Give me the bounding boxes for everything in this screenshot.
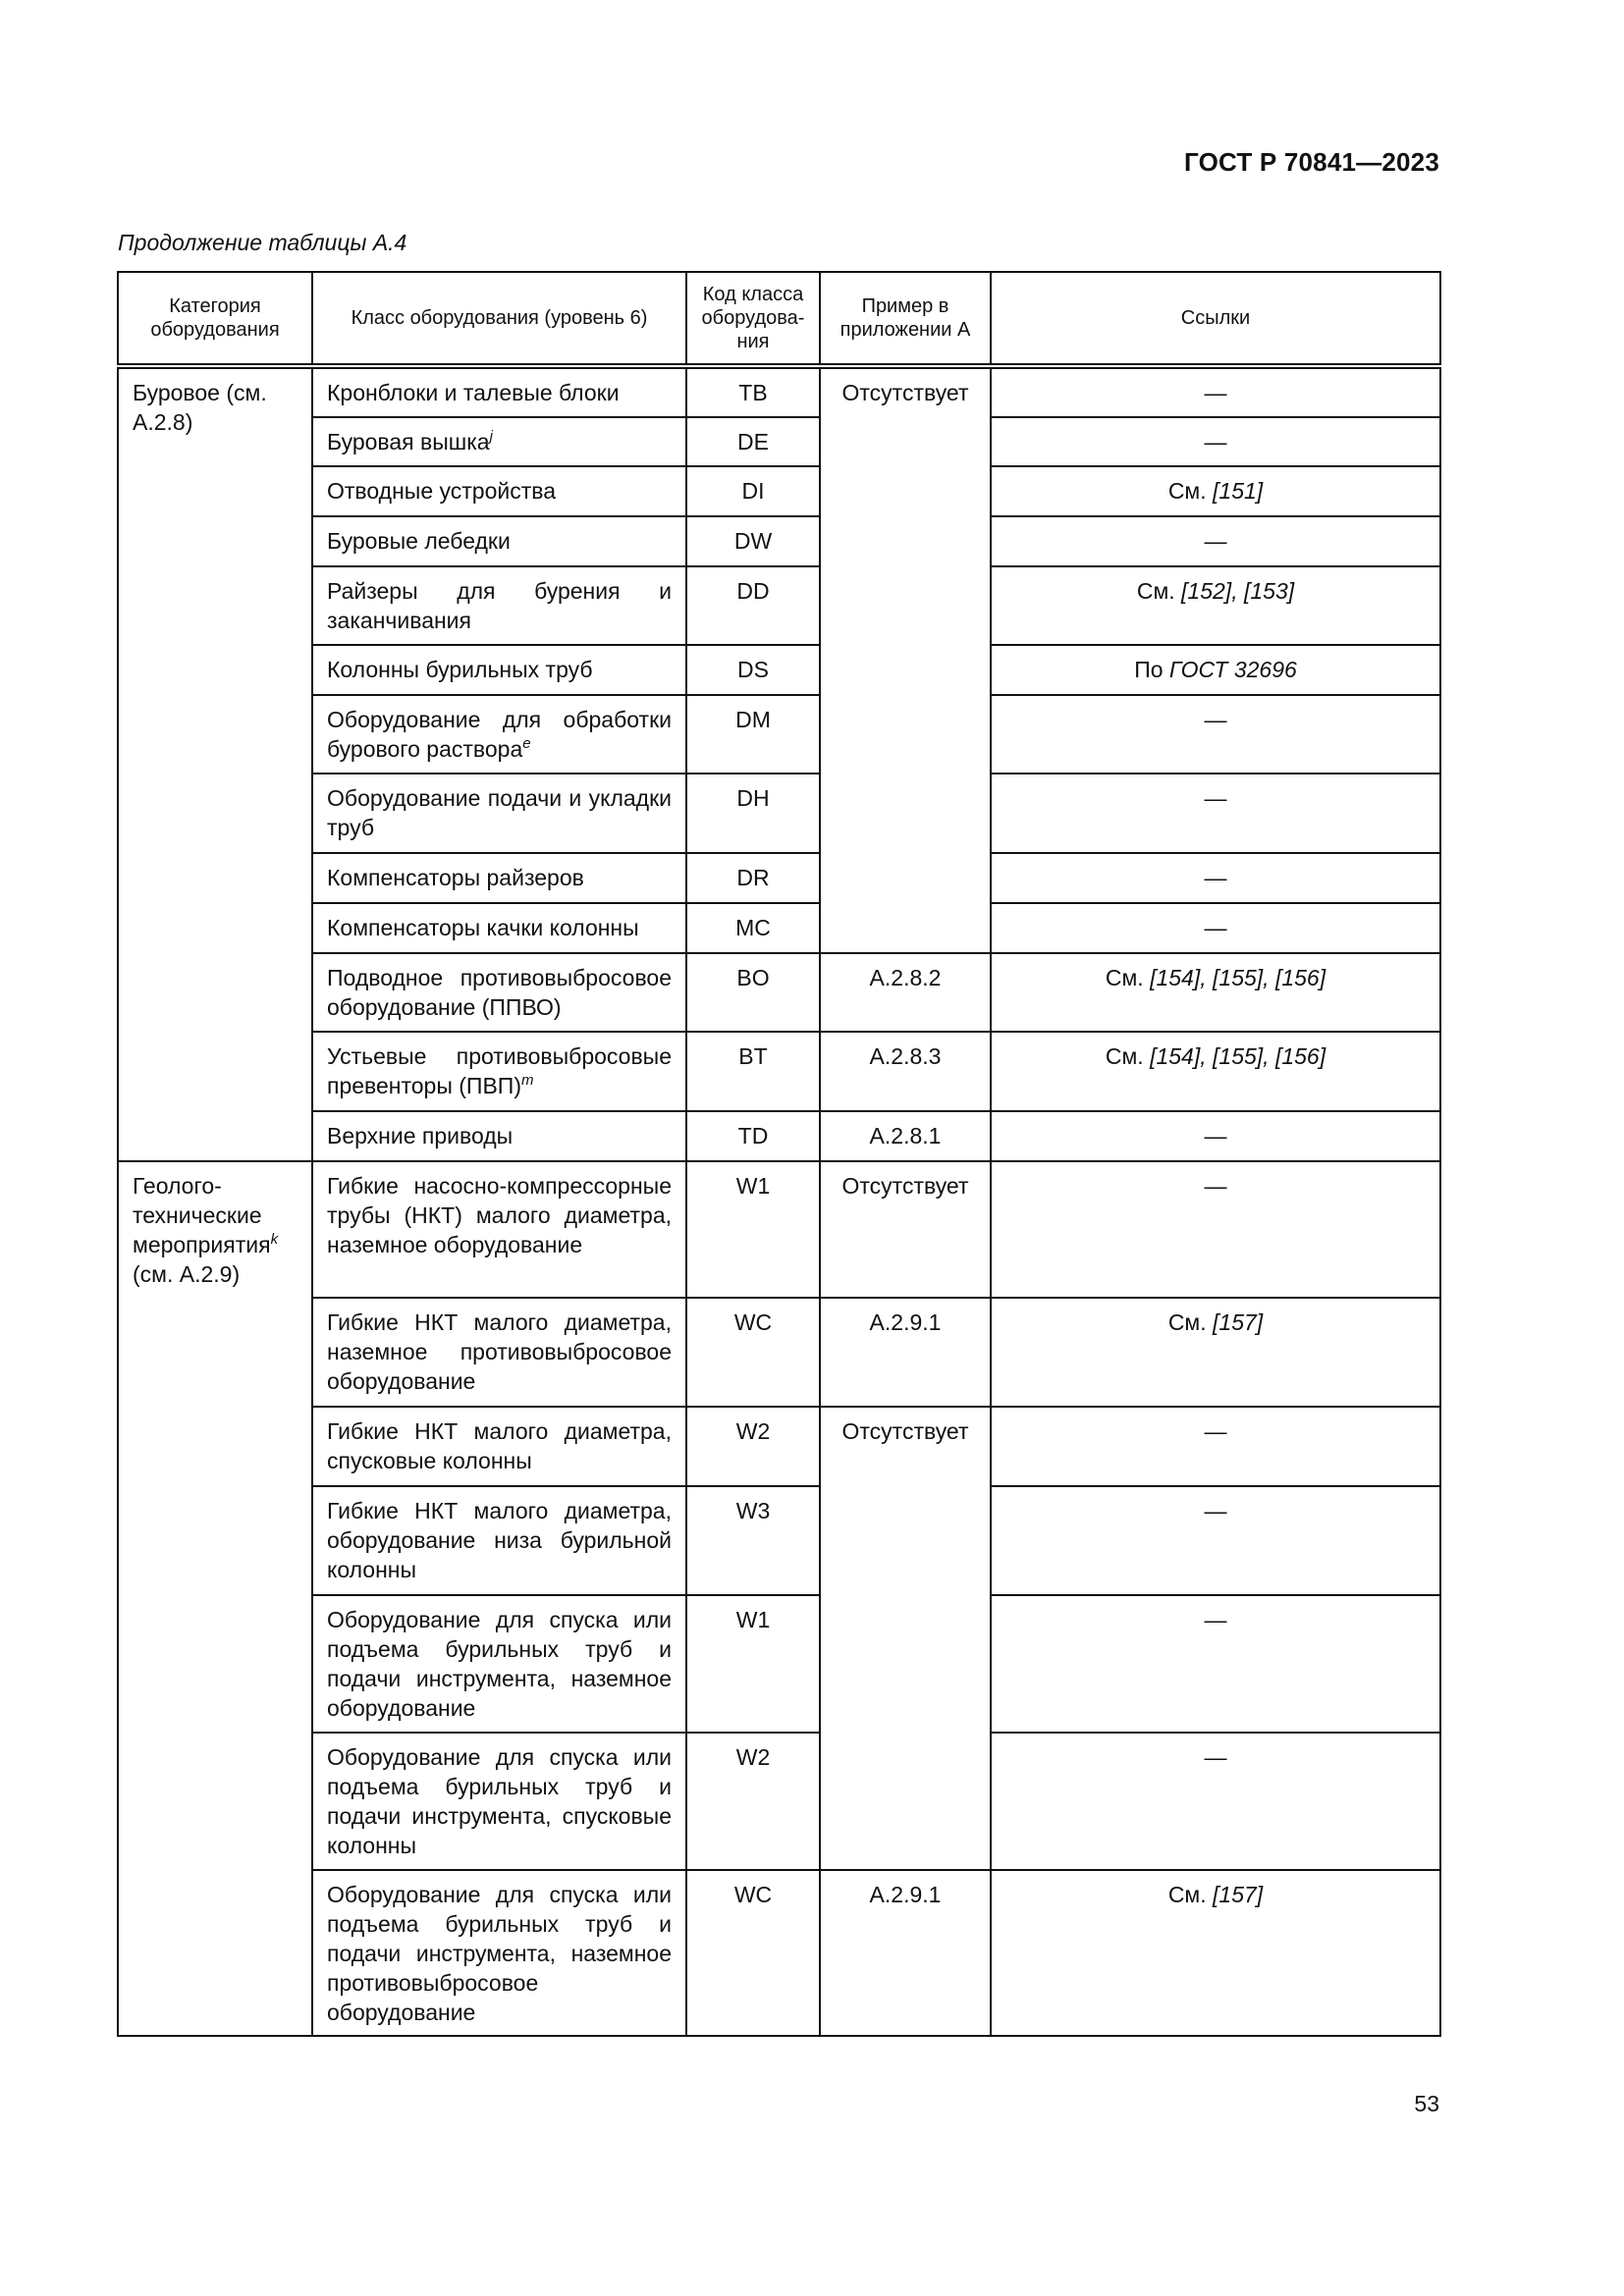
reference-prefix: По [1134, 657, 1164, 682]
table-row [118, 1032, 1440, 1111]
table-row [118, 953, 1440, 1032]
table-row [118, 774, 1440, 853]
document-header: ГОСТ Р 70841—2023 [1184, 147, 1439, 177]
table-row [118, 1161, 1440, 1298]
example-cell: А.2.8.2 [820, 953, 991, 1032]
class-code-cell: DR [686, 853, 820, 903]
equipment-class-cell [312, 1298, 686, 1407]
equipment-class-text: Гибкие насосно-компрессорные трубы (НКТ) малого диаметра, наземное оборудование [327, 1173, 672, 1257]
reference-cell [991, 1733, 1440, 1870]
equipment-class-text: Устьевые противовыбросовые превенторы (ПВП) [327, 1043, 672, 1098]
reference-cell [991, 853, 1440, 903]
reference-dash: — [1204, 707, 1227, 732]
equipment-table [117, 271, 1441, 2037]
reference-dash: — [1204, 1173, 1227, 1199]
reference-dash: — [1204, 865, 1227, 890]
reference-link: [157] [1213, 1309, 1264, 1335]
equipment-class-cell [312, 1111, 686, 1161]
class-code-cell: DM [686, 695, 820, 774]
equipment-class-cell [312, 903, 686, 953]
category-cell [118, 366, 312, 1161]
reference-dash: — [1204, 785, 1227, 811]
table-row [118, 645, 1440, 695]
reference-link: [157] [1213, 1882, 1264, 1907]
category-label: Буровое (см. А.2.8) [133, 380, 267, 435]
table-row [118, 1733, 1440, 1870]
equipment-class-text: Гибкие НКТ малого диаметра, спусковые колонны [327, 1418, 672, 1473]
table-row [118, 366, 1440, 417]
equipment-class-text: Оборудование для обработки бурового раствора [327, 707, 672, 762]
class-code-cell: DH [686, 774, 820, 853]
reference-dash: — [1204, 380, 1227, 405]
class-code-cell: BT [686, 1032, 820, 1111]
table-header-row [118, 272, 1440, 366]
reference-prefix: См. [1136, 578, 1175, 604]
table-row [118, 1870, 1440, 2036]
footnote-marker: e [522, 735, 531, 752]
reference-cell [991, 1111, 1440, 1161]
equipment-class-text: Оборудование подачи и укладки труб [327, 785, 672, 840]
class-code-cell: DW [686, 516, 820, 566]
reference-cell [991, 1870, 1440, 2036]
equipment-class-text: Компенсаторы качки колонны [327, 915, 639, 940]
class-code-cell: DD [686, 566, 820, 645]
reference-cell [991, 774, 1440, 853]
equipment-class-cell [312, 1161, 686, 1298]
reference-cell [991, 1032, 1440, 1111]
table-row [118, 417, 1440, 466]
example-cell: А.2.9.1 [820, 1298, 991, 1407]
equipment-class-cell [312, 1486, 686, 1595]
class-code-cell: WC [686, 1298, 820, 1407]
equipment-class-text: Райзеры для бурения и заканчивания [327, 578, 672, 633]
reference-cell [991, 645, 1440, 695]
equipment-class-cell [312, 1595, 686, 1733]
column-header: Пример в приложении А [820, 272, 991, 366]
class-code-cell: TB [686, 366, 820, 417]
reference-prefix: См. [1167, 1309, 1207, 1335]
equipment-class-text: Оборудование для спуска или подъема бурильных труб и подачи инструмента, спусковые колонны [327, 1744, 672, 1858]
reference-prefix: См. [1167, 1882, 1207, 1907]
equipment-class-cell [312, 366, 686, 417]
reference-dash: — [1204, 1744, 1227, 1770]
equipment-class-cell [312, 774, 686, 853]
reference-cell [991, 1407, 1440, 1486]
column-header: Ссылки [991, 272, 1440, 366]
example-cell: Отсутствует [820, 1407, 991, 1870]
equipment-class-text: Оборудование для спуска или подъема бурильных труб и подачи инструмента, наземное противовыбросовое оборудование [327, 1882, 672, 2025]
equipment-class-text: Оборудование для спуска или подъема бурильных труб и подачи инструмента, наземное оборудование [327, 1607, 672, 1721]
equipment-class-text: Компенсаторы райзеров [327, 865, 584, 890]
table-caption: Продолжение таблицы А.4 [118, 230, 407, 255]
class-code-cell: W1 [686, 1161, 820, 1298]
class-code-cell: W2 [686, 1733, 820, 1870]
equipment-class-cell [312, 853, 686, 903]
table-row [118, 1298, 1440, 1407]
reference-link: [151] [1213, 478, 1264, 504]
reference-prefix: См. [1105, 1043, 1144, 1069]
table-row [118, 695, 1440, 774]
reference-dash: — [1204, 1607, 1227, 1632]
equipment-class-cell [312, 695, 686, 774]
equipment-class-text: Подводное противовыбросовое оборудование (ППВО) [327, 965, 672, 1020]
table-row [118, 466, 1440, 516]
equipment-class-cell [312, 645, 686, 695]
class-code-cell: DI [686, 466, 820, 516]
reference-dash: — [1204, 1418, 1227, 1444]
class-code-cell: DS [686, 645, 820, 695]
equipment-class-text: Колонны бурильных труб [327, 657, 593, 682]
class-code-cell: MC [686, 903, 820, 953]
table-row [118, 1595, 1440, 1733]
reference-link: [154], [155], [156] [1150, 1043, 1326, 1069]
equipment-class-text: Верхние приводы [327, 1123, 514, 1148]
reference-cell [991, 903, 1440, 953]
table-row [118, 903, 1440, 953]
table-row [118, 1111, 1440, 1161]
reference-dash: — [1204, 528, 1227, 554]
equipment-class-text: Гибкие НКТ малого диаметра, наземное противовыбросовое оборудование [327, 1309, 672, 1394]
equipment-class-cell [312, 1407, 686, 1486]
equipment-class-text: Буровые лебедки [327, 528, 511, 554]
class-code-cell: W2 [686, 1407, 820, 1486]
category-label: Геолого-технические мероприятия [133, 1173, 271, 1257]
reference-dash: — [1204, 915, 1227, 940]
equipment-class-text: Кронблоки и талевые блоки [327, 380, 620, 405]
reference-cell [991, 1486, 1440, 1595]
class-code-cell: TD [686, 1111, 820, 1161]
reference-cell [991, 1595, 1440, 1733]
footnote-marker: j [489, 428, 493, 445]
reference-cell [991, 1161, 1440, 1298]
equipment-class-cell [312, 1870, 686, 2036]
reference-cell [991, 695, 1440, 774]
example-cell: А.2.8.3 [820, 1032, 991, 1111]
table-row [118, 516, 1440, 566]
equipment-class-cell [312, 466, 686, 516]
footnote-marker: k [270, 1231, 279, 1248]
reference-cell [991, 466, 1440, 516]
equipment-class-cell [312, 566, 686, 645]
class-code-cell: W3 [686, 1486, 820, 1595]
class-code-cell: WC [686, 1870, 820, 2036]
example-cell: Отсутствует [820, 1161, 991, 1298]
reference-dash: — [1204, 1123, 1227, 1148]
example-cell: А.2.8.1 [820, 1111, 991, 1161]
class-code-cell: W1 [686, 1595, 820, 1733]
table-row [118, 1407, 1440, 1486]
reference-cell [991, 366, 1440, 417]
table-row [118, 566, 1440, 645]
equipment-class-cell [312, 516, 686, 566]
equipment-class-text: Отводные устройства [327, 478, 556, 504]
reference-dash: — [1204, 429, 1227, 454]
class-code-cell: DE [686, 417, 820, 466]
column-header: Код класса оборудова-ния [686, 272, 820, 366]
reference-link: ГОСТ 32696 [1168, 657, 1297, 682]
footnote-marker: m [521, 1072, 534, 1089]
equipment-class-cell [312, 1032, 686, 1111]
category-cell [118, 1161, 312, 2036]
page-number: 53 [1414, 2091, 1439, 2116]
column-header: Категория оборудования [118, 272, 312, 366]
equipment-class-text: Гибкие НКТ малого диаметра, оборудование низа бурильной колонны [327, 1498, 672, 1582]
reference-prefix: См. [1167, 478, 1207, 504]
equipment-class-cell [312, 1733, 686, 1870]
reference-dash: — [1204, 1498, 1227, 1523]
reference-prefix: См. [1105, 965, 1144, 990]
class-code-cell: BO [686, 953, 820, 1032]
equipment-class-cell [312, 417, 686, 466]
reference-link: [152], [153] [1181, 578, 1295, 604]
reference-cell [991, 566, 1440, 645]
reference-cell [991, 516, 1440, 566]
table-row [118, 1486, 1440, 1595]
table-row [118, 853, 1440, 903]
reference-link: [154], [155], [156] [1150, 965, 1326, 990]
equipment-class-text: Буровая вышка [327, 429, 490, 454]
reference-cell [991, 1298, 1440, 1407]
category-section-ref: (см. А.2.9) [133, 1261, 241, 1287]
reference-cell [991, 953, 1440, 1032]
example-cell: Отсутствует [820, 366, 991, 953]
column-header: Класс оборудования (уровень 6) [312, 272, 686, 366]
example-cell: А.2.9.1 [820, 1870, 991, 2036]
reference-cell [991, 417, 1440, 466]
equipment-class-cell [312, 953, 686, 1032]
